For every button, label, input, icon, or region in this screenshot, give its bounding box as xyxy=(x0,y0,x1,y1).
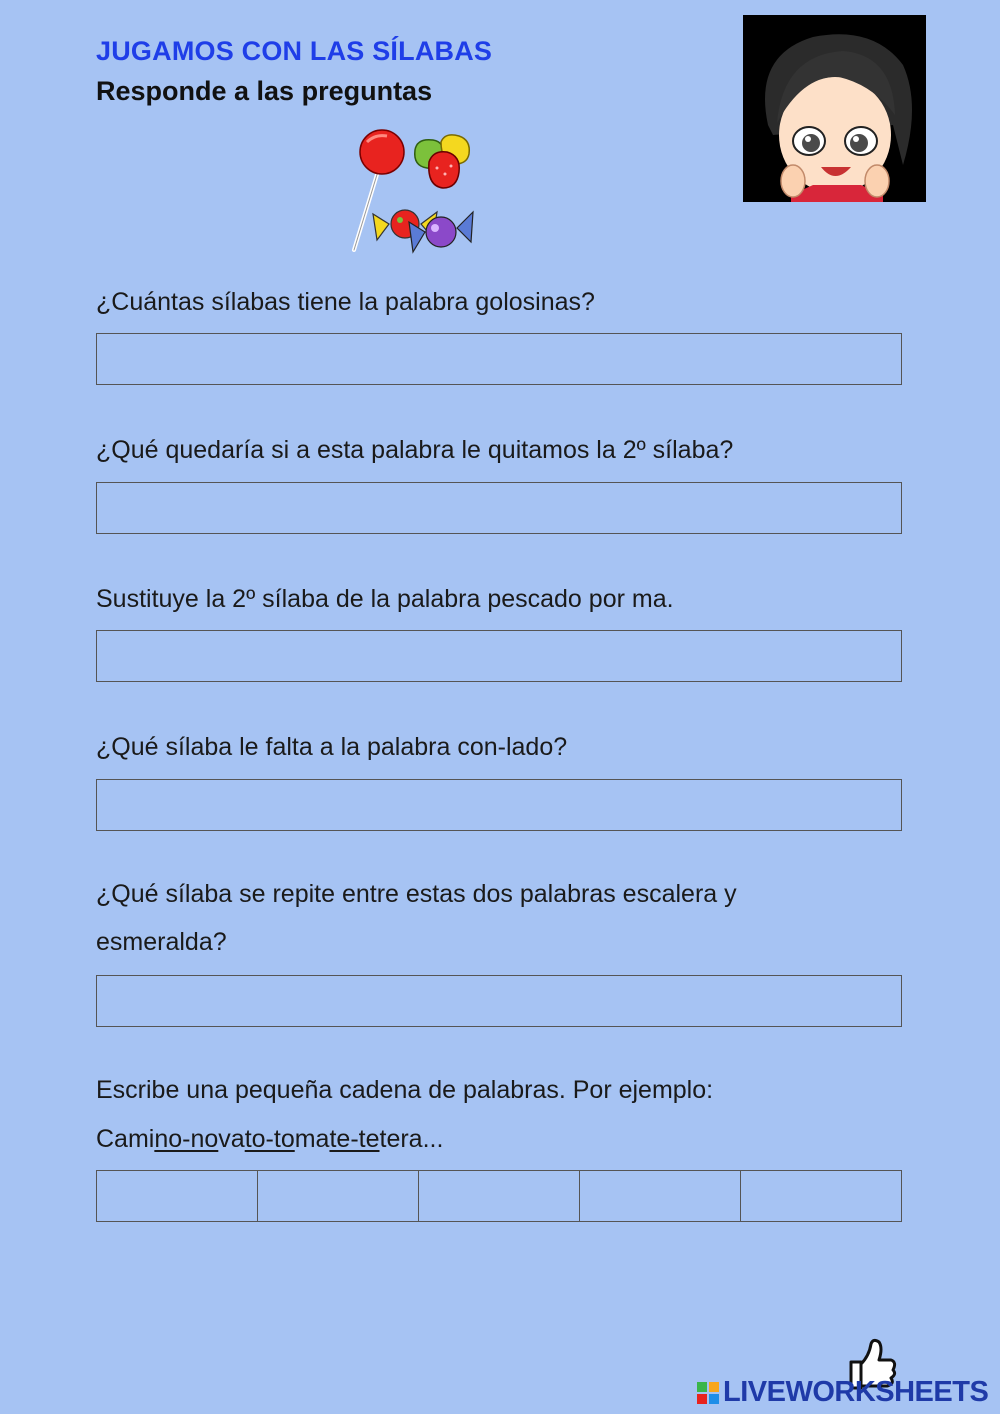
live-logo-icon xyxy=(697,1382,719,1404)
example-part: ma xyxy=(294,1125,330,1153)
chain-answer-row xyxy=(96,1170,902,1222)
question-2: ¿Qué quedaría si a esta palabra le quitamos la 2º sílaba? xyxy=(96,436,734,464)
chain-cell-1[interactable] xyxy=(97,1171,258,1221)
example-part: va xyxy=(218,1125,245,1153)
question-3: Sustituye la 2º sílaba de la palabra pescado por ma. xyxy=(96,585,674,613)
liveworksheets-logo xyxy=(697,1338,997,1410)
example-part-underlined: te-te xyxy=(329,1125,380,1153)
page-subtitle: Responde a las preguntas xyxy=(96,76,433,106)
answer-input-2[interactable] xyxy=(96,482,902,534)
candies-icon xyxy=(345,128,480,256)
question-5: ¿Qué sílaba se repite entre estas dos palabras escalera y esmeralda? xyxy=(96,880,737,956)
answer-input-3[interactable] xyxy=(96,630,902,682)
chain-example xyxy=(96,1115,916,1163)
chain-cell-5[interactable] xyxy=(741,1171,901,1221)
example-part-underlined: no-no xyxy=(154,1125,219,1153)
girl-avatar-icon xyxy=(743,15,926,202)
answer-input-4[interactable] xyxy=(96,779,902,831)
chain-cell-2[interactable] xyxy=(258,1171,419,1221)
chain-cell-4[interactable] xyxy=(580,1171,741,1221)
answer-input-5[interactable] xyxy=(96,975,902,1027)
question-4: ¿Qué sílaba le falta a la palabra con-lado? xyxy=(96,733,568,761)
page-title: JUGAMOS CON LAS SÍLABAS xyxy=(96,36,493,66)
answer-input-1[interactable] xyxy=(96,333,902,385)
chain-instruction: Escribe una pequeña cadena de palabras. Por ejemplo: xyxy=(96,1076,714,1104)
brand-name: LIVEWORKSHEETS xyxy=(723,1376,989,1408)
example-part: tera... xyxy=(379,1125,444,1153)
example-part-underlined: to-to xyxy=(244,1125,295,1153)
question-1: ¿Cuántas sílabas tiene la palabra golosinas? xyxy=(96,288,595,316)
example-part: Cami xyxy=(96,1125,155,1153)
chain-cell-3[interactable] xyxy=(419,1171,580,1221)
